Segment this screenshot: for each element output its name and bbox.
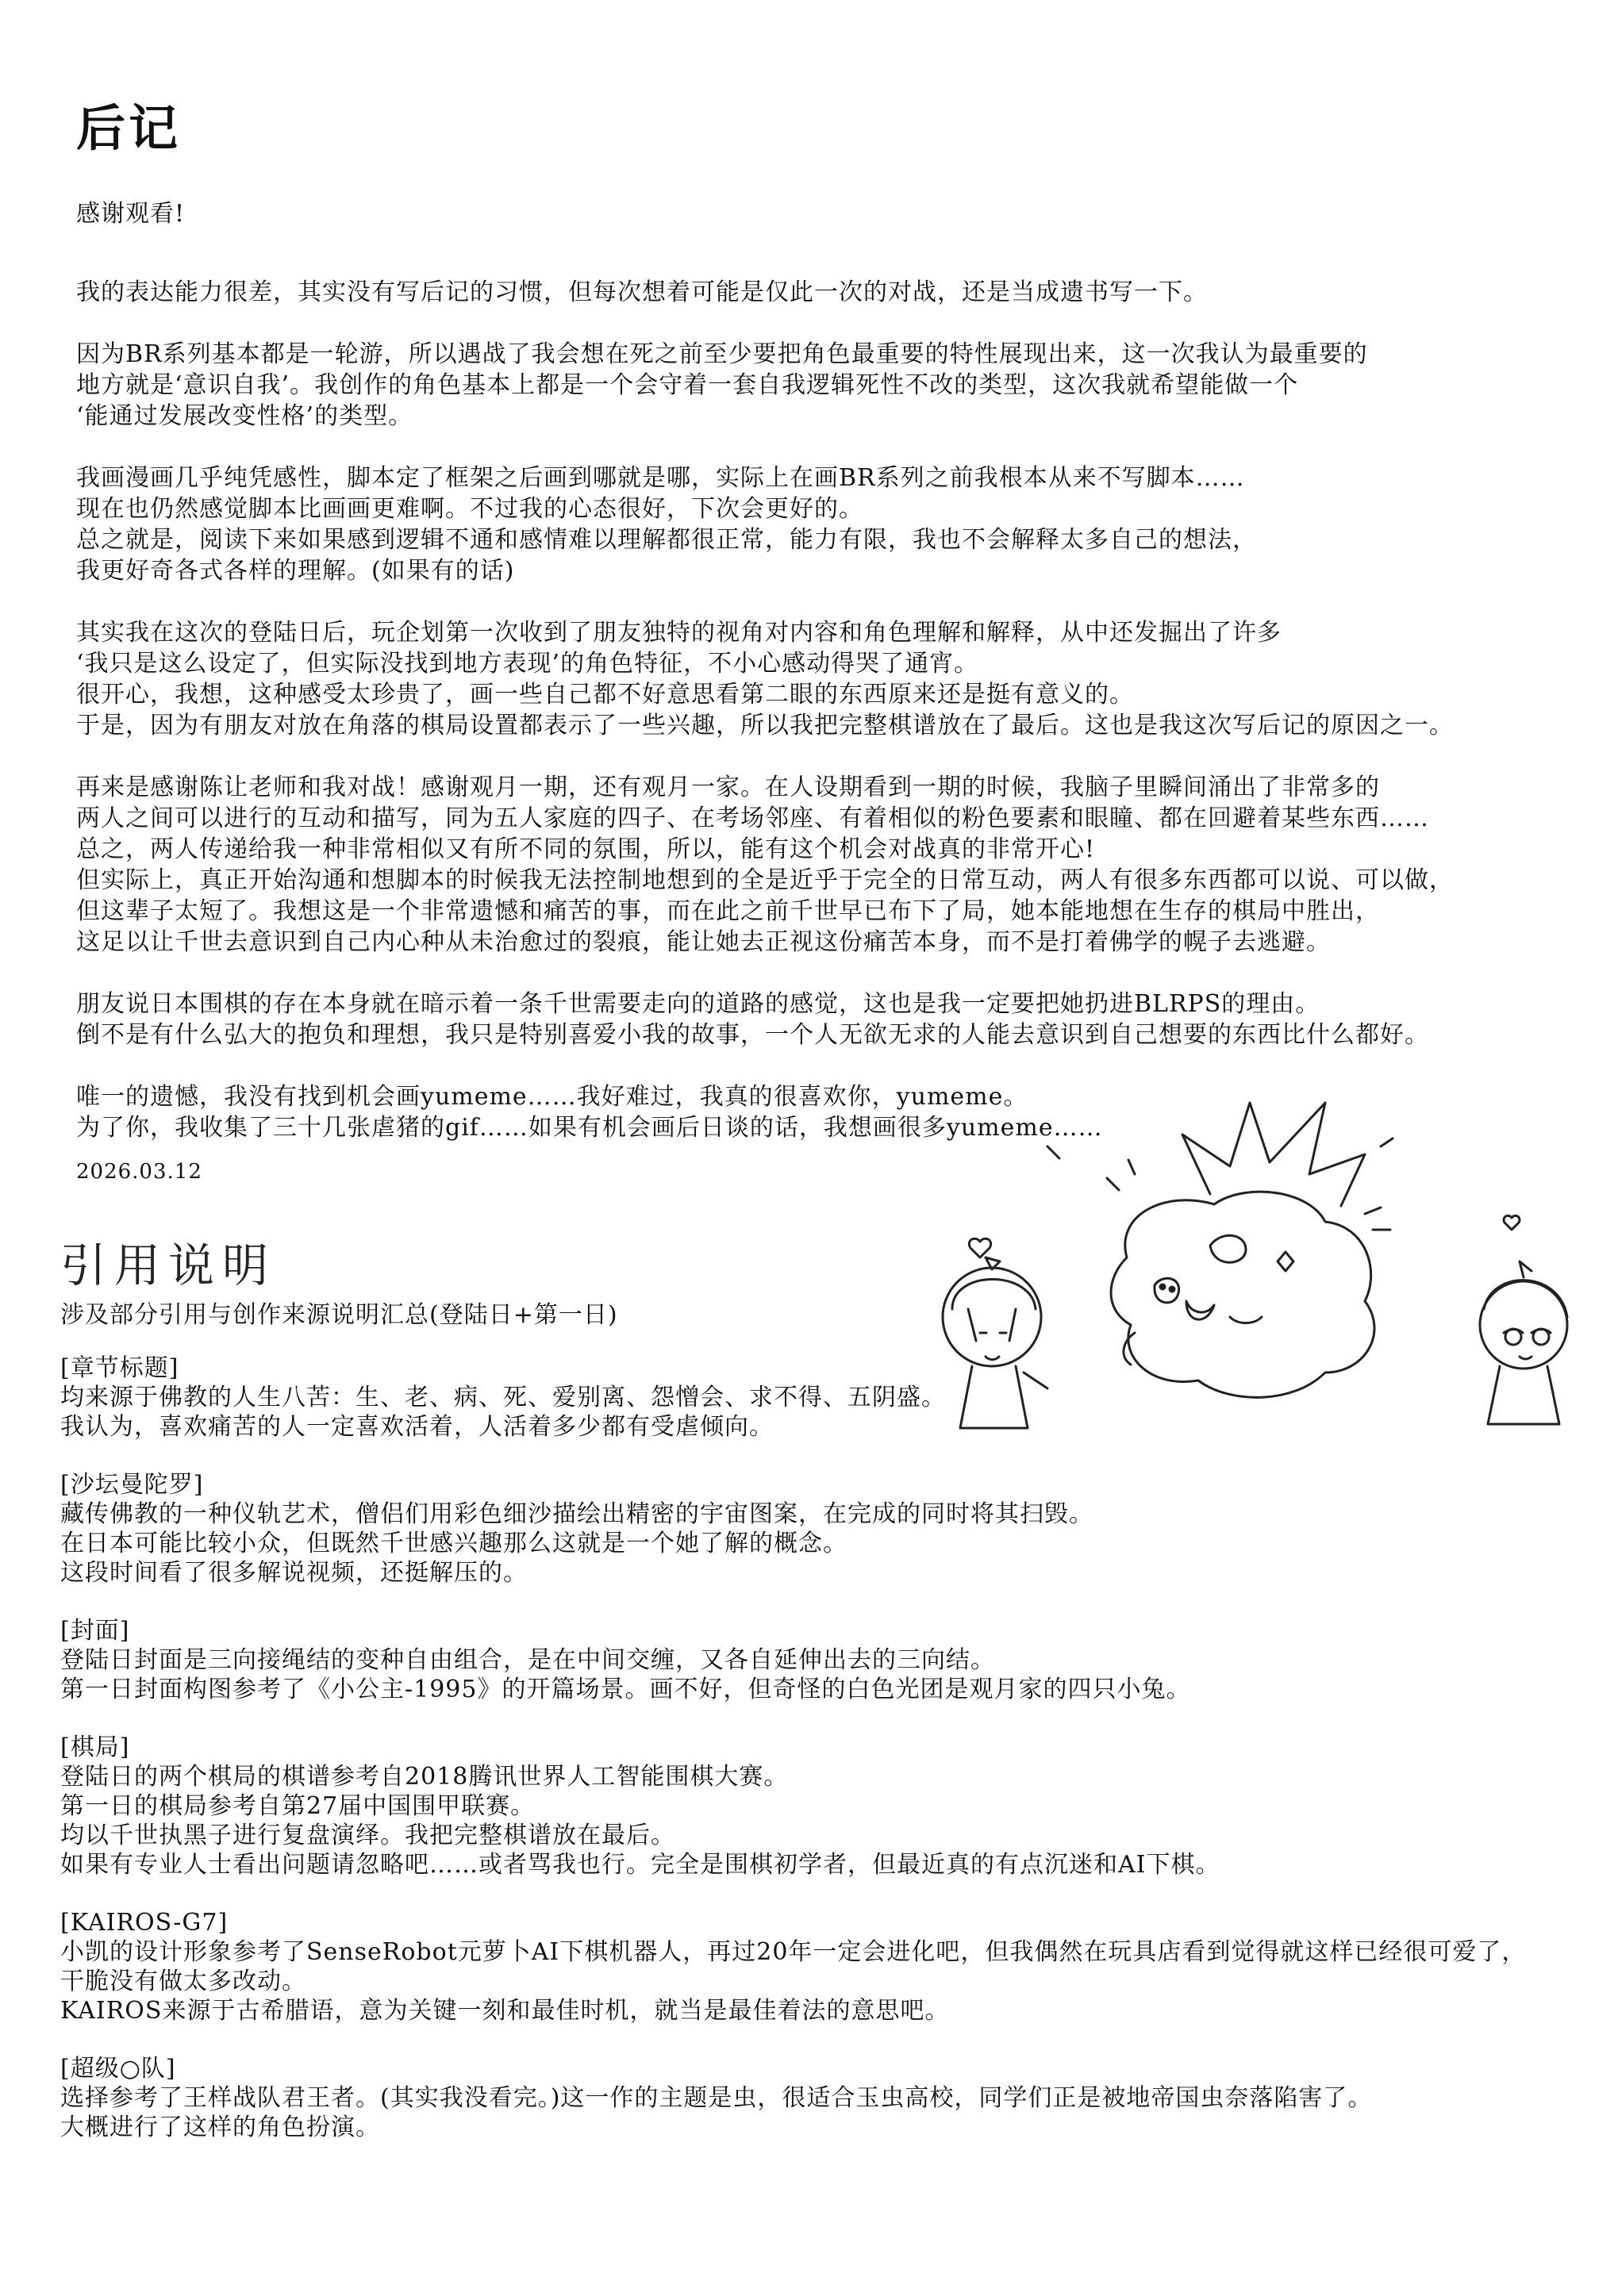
text-line: 感谢观看! xyxy=(76,200,186,228)
text-line: 但实际上，真正开始沟通和想脚本的时候我无法控制地想到的全是近乎于完全的日常互动，两人有很多东西都可以说、可以做， xyxy=(76,866,1454,894)
text-line: 两人之间可以进行的互动和描写，同为五人家庭的四子、在考场邻座、有着相似的粉色要素和眼瞳、都在回避着某些东西…… xyxy=(76,804,1429,832)
section-heading: [超级○队] xyxy=(60,2055,176,2083)
text-line: 倒不是有什么弘大的抱负和理想，我只是特别喜爱小我的故事，一个人无欲无求的人能去意识到自己想要的东西比什么都好。 xyxy=(76,1021,1429,1049)
text-line: 登陆日的两个棋局的棋谱参考自2018腾讯世界人工智能围棋大赛。 xyxy=(60,1763,789,1791)
afterword-body xyxy=(76,198,1568,1174)
text-line: 再来是感谢陈让老师和我对战！感谢观月一期，还有观月一家。在人设期看到一期的时候，我脑子里瞬间涌出了非常多的 xyxy=(76,774,1380,801)
text-line: 地方就是‘意识自我’。我创作的角色基本上都是一个会守着一套自我逻辑死性不改的类型，这次我就希望能做一个 xyxy=(76,371,1299,399)
section-heading: [沙坛曼陀罗] xyxy=(60,1471,204,1499)
afterword-paragraph xyxy=(76,339,1568,432)
text-line: 于是，因为有朋友对放在角落的棋局设置都表示了一些兴趣，所以我把完整棋谱放在了最后。这也是我这次写后记的原因之一。 xyxy=(76,712,1454,739)
afterword-paragraph xyxy=(76,277,1568,308)
text-line: 我认为，喜欢痛苦的人一定喜欢活着，人活着多少都有受虐倾向。 xyxy=(60,1413,774,1441)
text-line: 登陆日封面是三向接绳结的变种自由组合，是在中间交缠，又各自延伸出去的三向结。 xyxy=(60,1646,995,1674)
citation-title: 引用说明 xyxy=(60,1238,277,1292)
text-line: 干脆没有做太多改动。 xyxy=(60,1968,306,1995)
text-line: 第一日的棋局参考自第27届中国围甲联赛。 xyxy=(60,1792,536,1820)
afterword-paragraph xyxy=(76,989,1568,1050)
citation-sections xyxy=(60,1353,1568,2171)
page-title: 后记 xyxy=(76,99,182,157)
text-line: 均来源于佛教的人生八苦：生、老、病、死、爱别离、怨憎会、求不得、五阴盛。 xyxy=(60,1384,946,1411)
text-line: 但这辈子太短了。我想这是一个非常遗憾和痛苦的事，而在此之前千世早已布下了局，她本能地想在生存的棋局中胜出， xyxy=(76,897,1380,925)
text-line: 为了你，我收集了三十几张虐猪的gif……如果有机会画后日谈的话，我想画很多yumeme…… xyxy=(76,1114,1103,1142)
text-line: 在日本可能比较小众，但既然千世感兴趣那么这就是一个她了解的概念。 xyxy=(60,1530,847,1557)
afterword-paragraph xyxy=(76,198,1568,229)
afterword-paragraph xyxy=(76,772,1568,958)
text-line: 我更好奇各式各样的理解。(如果有的话) xyxy=(76,557,515,585)
section-heading: [章节标题] xyxy=(60,1354,179,1382)
text-line: KAIROS来源于古希腊语，意为关键一刻和最佳时机，就当是最佳着法的意思吧。 xyxy=(60,1997,950,2025)
citation-section xyxy=(60,1353,1568,1442)
afterword-paragraph xyxy=(76,617,1568,741)
text-line: 唯一的遗憾，我没有找到机会画yumeme……我好难过，我真的很喜欢你，yumeme。 xyxy=(76,1083,1028,1111)
text-line: ‘能通过发展改变性格’的类型。 xyxy=(76,402,413,430)
text-line: 选择参考了王样战队君王者。(其实我没看完。)这一作的主题是虫，很适合玉虫高校，同学们正是被地帝国虫奈落陷害了。 xyxy=(60,2084,1373,2112)
text-line: 总之，两人传递给我一种非常相似又有所不同的氛围，所以，能有这个机会对战真的非常开心! xyxy=(76,835,1096,863)
text-line: 其实我在这次的登陆日后，玩企划第一次收到了朋友独特的视角对内容和角色理解和解释，从中还发掘出了许多 xyxy=(76,619,1282,647)
citation-section xyxy=(60,1616,1568,1704)
afterword-paragraph xyxy=(76,463,1568,586)
citation-subtitle: 涉及部分引用与创作来源说明汇总(登陆日+第一日) xyxy=(60,1301,618,1329)
citation-section xyxy=(60,1908,1568,2025)
text-line: 这足以让千世去意识到自己内心种从未治愈过的裂痕，能让她去正视这份痛苦本身，而不是打着佛学的幌子去逃避。 xyxy=(76,928,1331,956)
text-line: 因为BR系列基本都是一轮游，所以遇战了我会想在死之前至少要把角色最重要的特性展现出来，这一次我认为最重要的 xyxy=(76,340,1368,368)
text-line: 现在也仍然感觉脚本比画画更难啊。不过我的心态很好，下次会更好的。 xyxy=(76,495,863,523)
text-line: 小凯的设计形象参考了SenseRobot元萝卜AI下棋机器人，再过20年一定会进化吧，但我偶然在玩具店看到觉得就这样已经很可爱了， xyxy=(60,1938,1527,1966)
text-line: ‘我只是这么设定了，但实际没找到地方表现’的角色特征，不小心感动得哭了通宵。 xyxy=(76,650,979,678)
citation-section xyxy=(60,1470,1568,1588)
text-line: 如果有专业人士看出问题请忽略吧……或者骂我也行。完全是围棋初学者，但最近真的有点沉迷和AI下棋。 xyxy=(60,1851,1220,1879)
section-heading: [KAIROS-G7] xyxy=(60,1909,229,1937)
section-heading: [封面] xyxy=(60,1617,130,1645)
text-line: 朋友说日本围棋的存在本身就在暗示着一条千世需要走向的道路的感觉，这也是我一定要把她扔进BLRPS的理由。 xyxy=(76,990,1320,1018)
text-line: 总之就是，阅读下来如果感到逻辑不通和感情难以理解都很正常，能力有限，我也不会解释太多自己的想法， xyxy=(76,526,1257,554)
text-line: 藏传佛教的一种仪轨艺术，僧侣们用彩色细沙描绘出精密的宇宙图案，在完成的同时将其扫毁。 xyxy=(60,1500,1093,1528)
text-line: 第一日封面构图参考了《小公主-1995》的开篇场景。画不好，但奇怪的白色光团是观月家的四只小兔。 xyxy=(60,1676,1191,1703)
text-line: 大概进行了这样的角色扮演。 xyxy=(60,2114,380,2141)
section-heading: [棋局] xyxy=(60,1734,130,1761)
citation-section xyxy=(60,1733,1568,1879)
text-line: 这段时间看了很多解说视频，还挺解压的。 xyxy=(60,1559,528,1587)
text-line: 我的表达能力很差，其实没有写后记的习惯，但每次想着可能是仅此一次的对战，还是当成遗书写一下。 xyxy=(76,278,1208,306)
text-line: 我画漫画几乎纯凭感性，脚本定了框架之后画到哪就是哪，实际上在画BR系列之前我根本从来不写脚本…… xyxy=(76,464,1245,492)
date: 2026.03.12 xyxy=(76,1160,202,1184)
text-line: 均以千世执黑子进行复盘演绎。我把完整棋谱放在最后。 xyxy=(60,1822,675,1849)
text-line: 很开心，我想，这种感受太珍贵了，画一些自己都不好意思看第二眼的东西原来还是挺有意义的。 xyxy=(76,681,1134,708)
citation-section xyxy=(60,2054,1568,2142)
